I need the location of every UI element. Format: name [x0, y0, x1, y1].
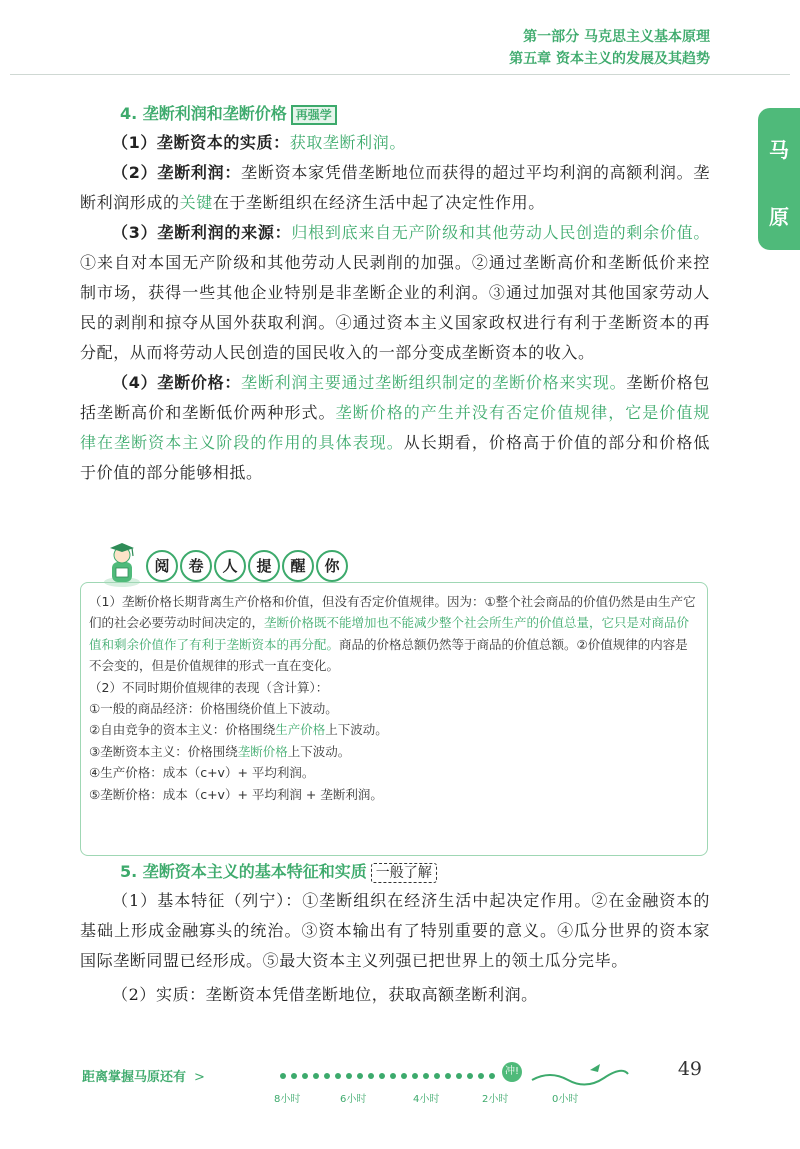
progress-dot: [368, 1073, 374, 1079]
progress-dot: [489, 1073, 495, 1079]
paragraph-4-4: （4）垄断价格：垄断利润主要通过垄断组织制定的垄断价格来实现。垄断价格包括垄断高价和垄断低价两种形式。垄断价格的产生并没有否定价值规律，它是价值规律在垄断资本主义阶段的作用的具体表现。从长期看，价格高于价值的部分和价格低于价值的部分能够相抵。: [80, 373, 710, 482]
progress-dot: [346, 1073, 352, 1079]
section-5: [80, 858, 710, 1010]
section-4-title: 4. 垄断利润和垄断价格 再强学: [120, 100, 710, 128]
runner-marker-icon: 冲!: [502, 1062, 522, 1082]
progress-dot: [280, 1073, 286, 1079]
reminder-char: 你: [316, 550, 348, 582]
progress-dot: [379, 1073, 385, 1079]
tick-label: 0小时: [552, 1094, 579, 1105]
paragraph-4-2: （2）垄断利润：垄断资本家凭借垄断地位而获得的超过平均利润的高额利润。垄断利润形成的关键在于垄断组织在经济生活中起了决定性作用。: [80, 163, 710, 212]
reminder-point-2-item: ⑤垄断价格：成本（c+v）+ 平均利润 + 垄断利润。: [89, 786, 383, 802]
header-part: 第一部分 马克思主义基本原理: [523, 29, 710, 45]
reminder-char: 提: [248, 550, 280, 582]
reminder-point-2-item: ①一般的商品经济：价格围绕价值上下波动。: [89, 701, 338, 717]
reminder-char: 人: [214, 550, 246, 582]
progress-dot: [478, 1073, 484, 1079]
arrow-right-icon: >: [194, 1070, 205, 1085]
progress-dot: [423, 1073, 429, 1079]
paragraph-5-2: （2）实质：垄断资本凭借垄断地位，获取高额垄断利润。: [112, 985, 538, 1004]
paragraph-4-3: （3）垄断利润的来源：归根到底来自无产阶级和其他劳动人民创造的剩余价值。①来自对本国无产阶级和其他劳动人民剥削的加强。②通过垄断高价和垄断低价来控制市场，获得一些其他企业特别是非垄断企业的利润。③通过加强对其他国家劳动人民的剥削和掠夺从国外获取利润。④通过资本主义国家政权进行有利于垄断资本的再分配，从而将劳动人民创造的国民收入的一部分变成垄断资本的收入。: [80, 223, 710, 362]
progress-dot: [390, 1073, 396, 1079]
progress-dot: [456, 1073, 462, 1079]
page-number: 49: [677, 1058, 702, 1080]
side-tab-char-2: 原: [769, 205, 789, 229]
reminder-point-2-title: （2）不同时期价值规律的表现（含计算）：: [89, 679, 329, 695]
progress-dot: [434, 1073, 440, 1079]
progress-dot: [401, 1073, 407, 1079]
tick-label: 6小时: [340, 1094, 367, 1105]
running-header: [509, 26, 710, 70]
progress-dot: [357, 1073, 363, 1079]
paragraph-4-1: （1）垄断资本的实质：获取垄断利润。: [112, 133, 406, 152]
section-4-tag: 再强学: [291, 105, 337, 125]
progress-dot: [302, 1073, 308, 1079]
paragraph-5-1: （1）基本特征（列宁）：①垄断组织在经济生活中起决定作用。②在金融资本的基础上形成金融寡头的统治。③资本输出有了特别重要的意义。④瓜分世界的资本家国际垄断同盟已经形成。⑤最大资本主义列强已把世界上的领土瓜分完毕。: [80, 891, 710, 970]
reminder-point-2-item: ②自由竞争的资本主义：价格围绕生产价格上下波动。: [89, 722, 388, 738]
wave-decoration-icon: [530, 1060, 630, 1090]
progress-dot: [467, 1073, 473, 1079]
header-chapter: 第五章 资本主义的发展及其趋势: [509, 51, 710, 67]
progress-dot: [313, 1073, 319, 1079]
side-tab-char-1: 马: [769, 138, 789, 162]
progress-dot: [445, 1073, 451, 1079]
reminder-char: 醒: [282, 550, 314, 582]
teacher-mascot-icon: [100, 540, 144, 588]
progress-dot: [324, 1073, 330, 1079]
progress-dot: [412, 1073, 418, 1079]
section-5-title: 5. 垄断资本主义的基本特征和实质 一般了解: [120, 858, 710, 886]
tick-label: 8小时: [274, 1094, 301, 1105]
reminder-box: [80, 582, 708, 856]
section-5-tag: 一般了解: [371, 863, 437, 883]
reminder-point-1: （1）垄断价格长期背离生产价格和价值，但没有否定价值规律。因为：①整个社会商品的价值仍然是由生产它们的社会必要劳动时间决定的，垄断价格既不能增加也不能减少整个社会所生产的价值总量，它只是对商品价值和剩余价值作了有利于垄断资本的再分配。商品的价格总额仍然等于商品的价值总额。②价值规律的内容是不会变的，但是价值规律的形式一直在变化。: [89, 594, 696, 674]
section-4: [80, 100, 710, 488]
tick-label: 4小时: [413, 1094, 440, 1105]
header-divider: [10, 74, 790, 75]
reminder-point-2-item: ③垄断资本主义：价格围绕垄断价格上下波动。: [89, 743, 351, 759]
reminder-char: 阅: [146, 550, 178, 582]
progress-label: 距离掌握马原还有 >: [82, 1070, 205, 1085]
reminder-title: [146, 550, 350, 582]
reminder-point-2-item: ④生产价格：成本（c+v）+ 平均利润。: [89, 765, 315, 781]
reminder-char: 卷: [180, 550, 212, 582]
progress-dot: [291, 1073, 297, 1079]
progress-dot: [335, 1073, 341, 1079]
tick-label: 2小时: [482, 1094, 509, 1105]
side-tab-marker: [758, 108, 800, 250]
